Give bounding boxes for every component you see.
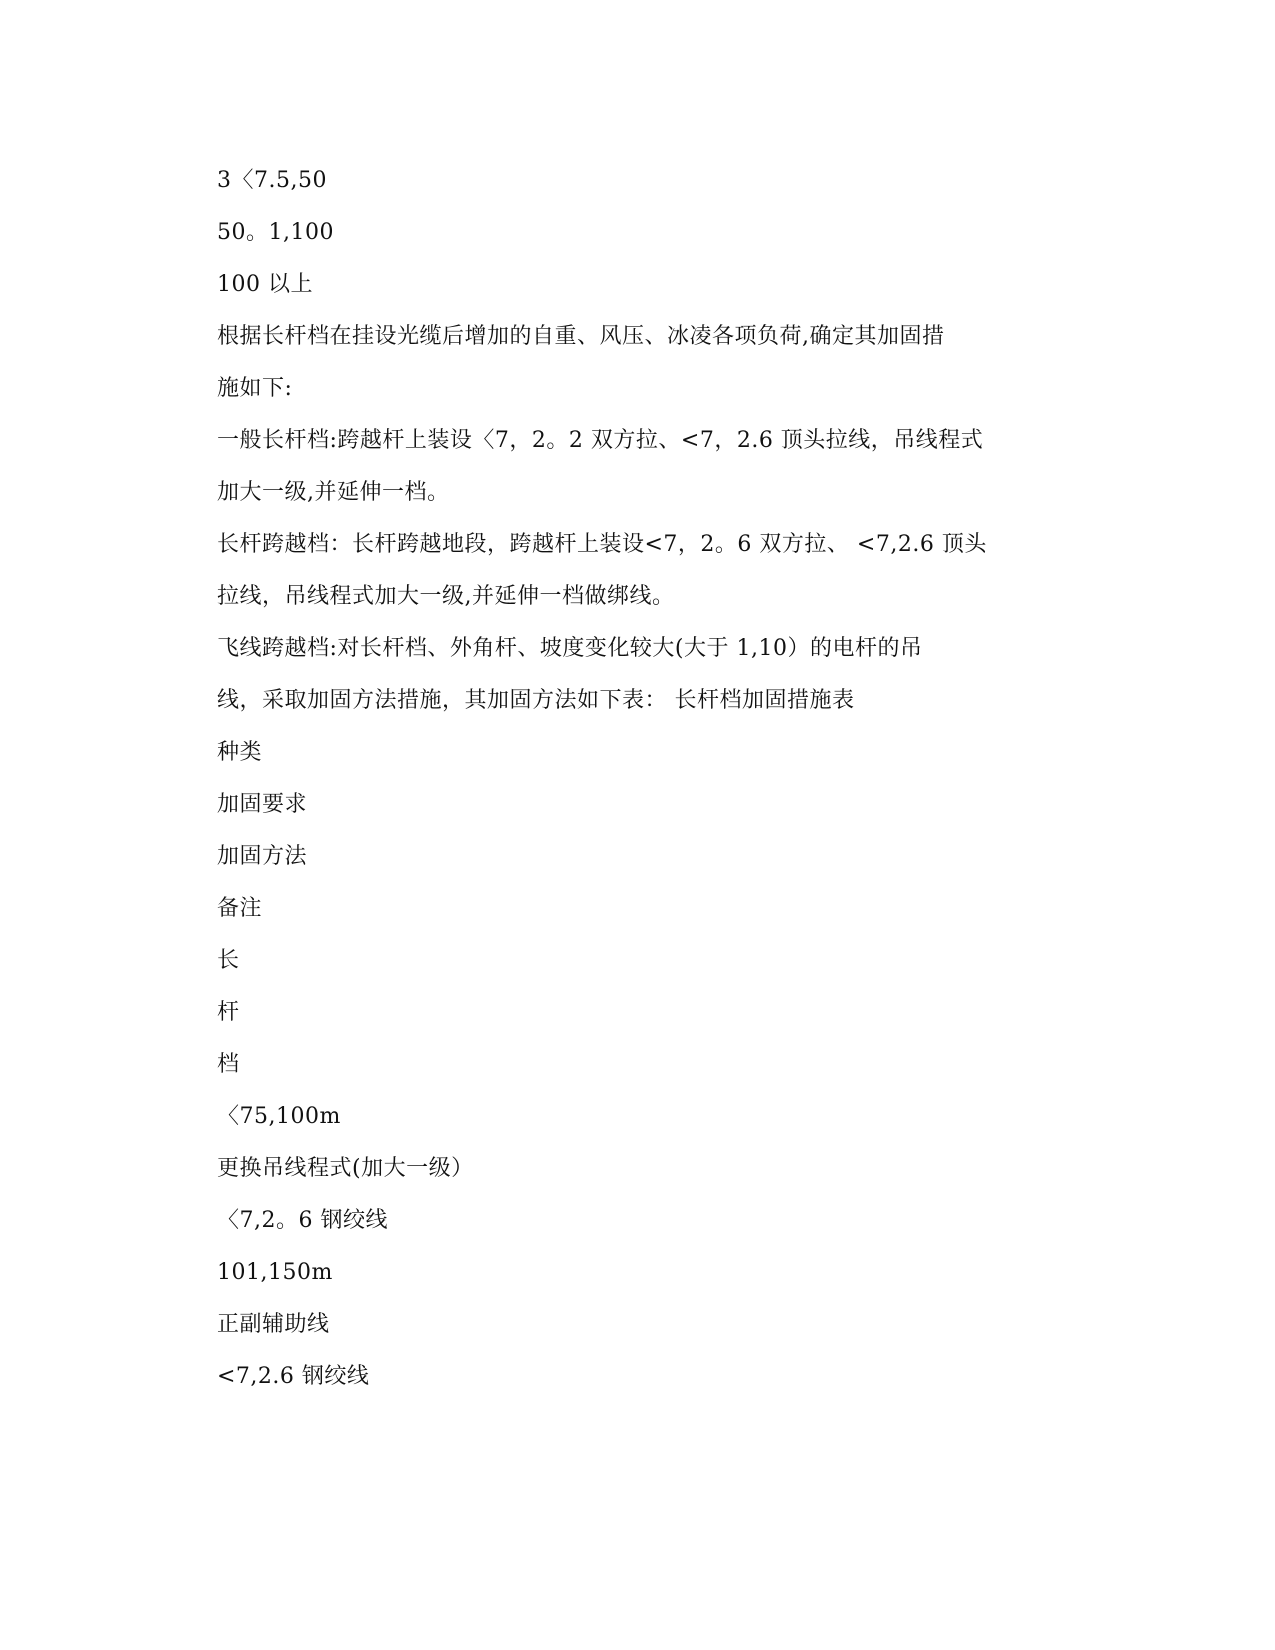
table-cell-material-2: <7,2.6 钢绞线 (217, 1364, 370, 1389)
table-cell-type-char-1: 长 (217, 948, 240, 973)
table-cell-method-1: 更换吊线程式(加大一级） (217, 1156, 474, 1181)
paragraph-flying-line-2: 线，采取加固方法措施，其加固方法如下表： 长杆档加固措施表 (217, 688, 855, 713)
paragraph-flying-line-1: 飞线跨越档:对长杆档、外角杆、坡度变化较大(大于 1,10）的电杆的吊 (217, 636, 923, 661)
table-cell-range-1: 〈75,100m (217, 1104, 341, 1129)
paragraph-crossing-span-1: 长杆跨越档：长杆跨越地段，跨越杆上装设<7，2。6 双方拉、 <7,2.6 顶头 (217, 532, 987, 557)
paragraph-reinforcement-intro-2: 施如下: (217, 376, 293, 401)
document-body (217, 164, 1017, 1412)
table-cell-type-char-2: 杆 (217, 1000, 240, 1025)
range-line-2: 50。1,100 (217, 220, 334, 245)
range-line-1: 3〈7.5,50 (217, 168, 327, 193)
table-cell-material-1: 〈7,2。6 钢绞线 (217, 1208, 388, 1233)
table-header-remarks: 备注 (217, 896, 263, 921)
table-cell-method-2: 正副辅助线 (217, 1312, 330, 1337)
paragraph-reinforcement-intro-1: 根据长杆档在挂设光缆后增加的自重、风压、冰凌各项负荷,确定其加固措 (217, 324, 945, 349)
table-header-type: 种类 (217, 740, 263, 765)
paragraph-crossing-span-2: 拉线，吊线程式加大一级,并延伸一档做绑线。 (217, 584, 675, 609)
table-header-requirement: 加固要求 (217, 792, 308, 817)
paragraph-general-long-span-1: 一般长杆档:跨越杆上装设〈7，2。2 双方拉、<7，2.6 顶头拉线，吊线程式 (217, 428, 984, 453)
range-line-3: 100 以上 (217, 272, 313, 297)
table-header-method: 加固方法 (217, 844, 308, 869)
table-cell-type-char-3: 档 (217, 1052, 240, 1077)
paragraph-general-long-span-2: 加大一级,并延伸一档。 (217, 480, 450, 505)
table-cell-range-2: 101,150m (217, 1260, 333, 1285)
